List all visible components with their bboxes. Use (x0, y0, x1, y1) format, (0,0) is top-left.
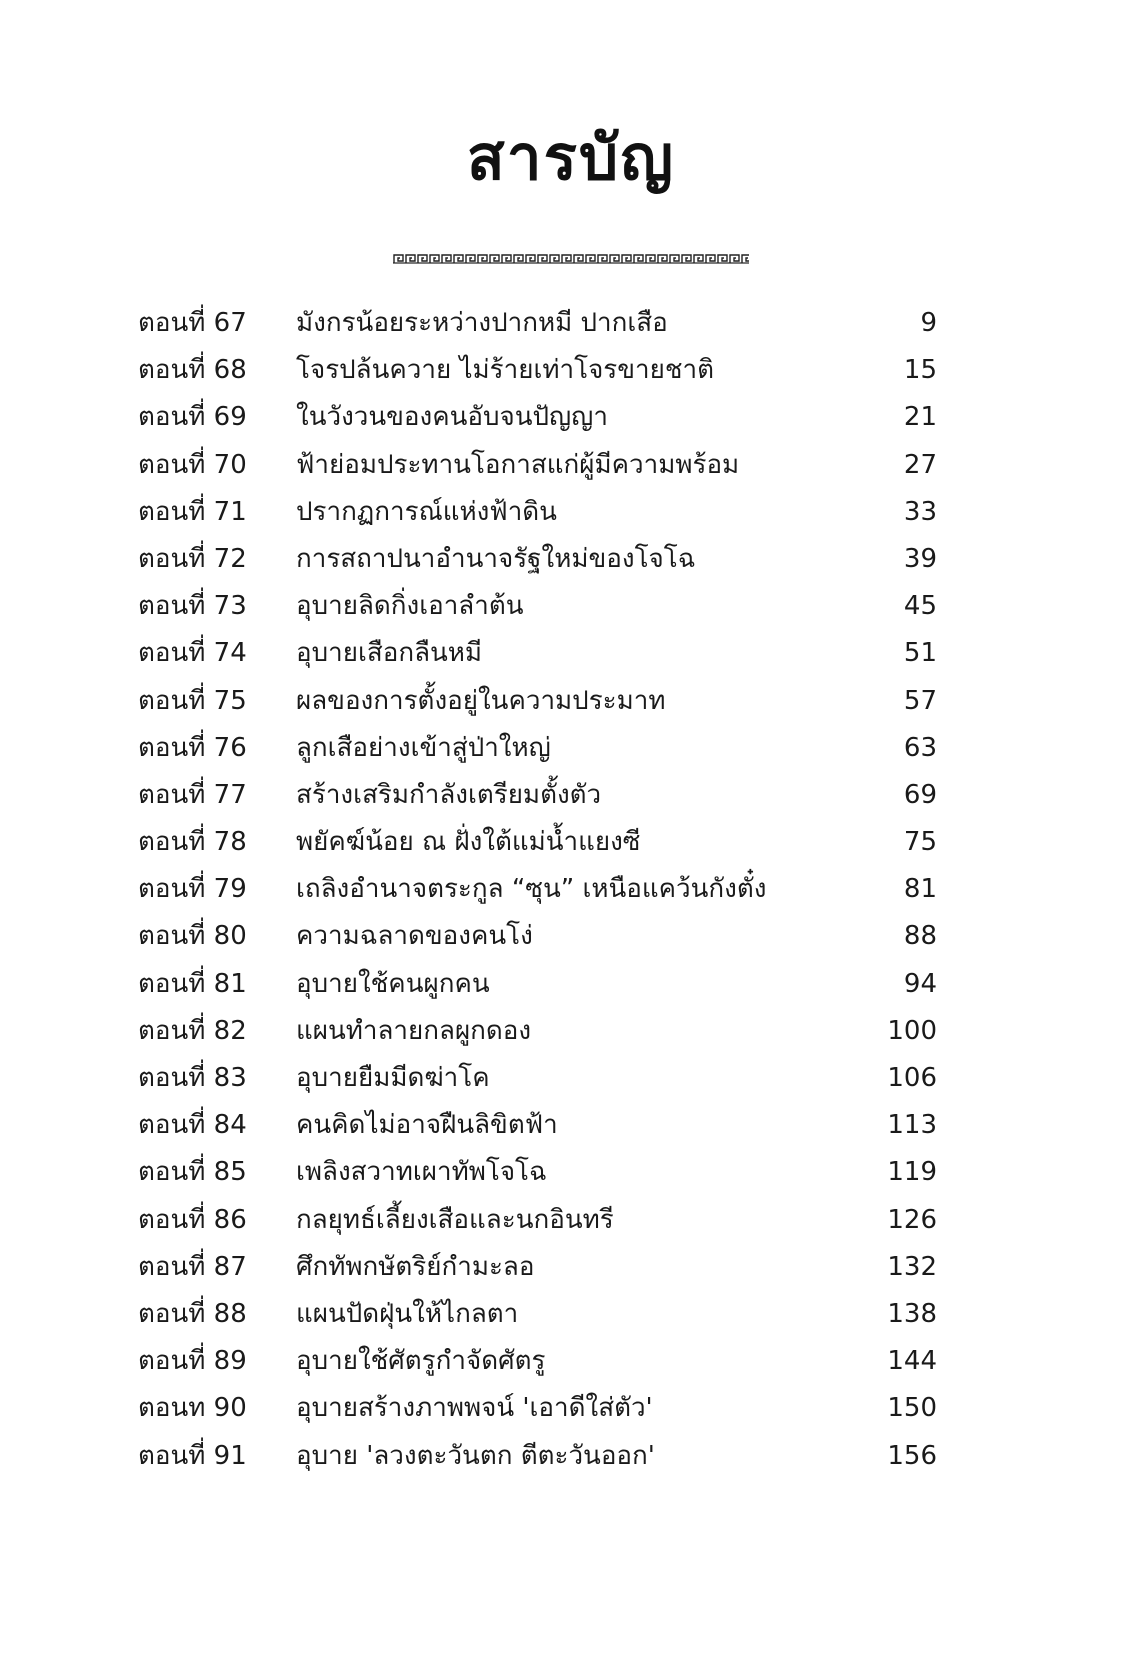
toc-chapter-number: ตอนที่ 68 (138, 355, 247, 386)
toc-chapter-number: ตอนที่ 72 (138, 543, 247, 574)
toc-chapter-title: ในวังวนของคนอับจนปัญญา (296, 402, 608, 433)
toc-page-number: 138 (887, 1298, 937, 1329)
toc-chapter-title: คนคิดไม่อาจฝืนลิขิตฟ้า (296, 1110, 558, 1141)
toc-page-number: 106 (887, 1063, 937, 1093)
toc-page-number: 88 (903, 921, 937, 952)
toc-page-number: 15 (903, 355, 937, 386)
toc-chapter-number: ตอนที่ 71 (138, 496, 247, 527)
toc-page-number: 33 (903, 496, 937, 527)
toc-chapter-number: ตอนที่ 67 (138, 308, 247, 338)
toc-page-number: 63 (903, 732, 937, 763)
toc-chapter-number: ตอนที่ 82 (138, 1015, 247, 1046)
toc-chapter-title: อุบายใช้คนผูกคน (296, 968, 490, 999)
toc-page-number: 119 (887, 1157, 937, 1188)
toc-chapter-title: มังกรน้อยระหว่างปากหมี ปากเสือ (296, 308, 668, 338)
toc-page-number: 132 (887, 1251, 937, 1282)
toc-entry (0, 630, 1142, 677)
toc-entry (0, 1197, 1142, 1244)
toc-chapter-number: ตอนที่ 74 (138, 638, 247, 669)
toc-page-number: 9 (920, 308, 937, 338)
toc-page-number: 150 (887, 1393, 937, 1424)
toc-chapter-title: ลูกเสือย่างเข้าสู่ป่าใหญ่ (296, 732, 551, 763)
toc-entry (0, 347, 1142, 394)
toc-chapter-title: อุบาย 'ลวงตะวันตก ตีตะวันออก' (296, 1440, 655, 1471)
toc-chapter-number: ตอนที่ 79 (138, 874, 247, 905)
toc-page-number: 144 (887, 1346, 937, 1377)
toc-page-number: 94 (903, 968, 937, 999)
toc-entry (0, 1008, 1142, 1055)
toc-chapter-title: อุบายยืมมีดฆ่าโค (296, 1063, 490, 1093)
toc-chapter-number: ตอนที่ 70 (138, 449, 247, 480)
toc-chapter-title: แผนทำลายกลผูกดอง (296, 1015, 532, 1046)
toc-entry (0, 300, 1142, 347)
toc-chapter-title: กลยุทธ์เลี้ยงเสือและนกอินทรี (296, 1204, 614, 1235)
toc-chapter-number: ตอนท 90 (138, 1393, 247, 1424)
toc-page-number: 57 (903, 685, 937, 716)
toc-chapter-number: ตอนที่ 88 (138, 1298, 247, 1329)
toc-entry (0, 1244, 1142, 1291)
toc-page-number: 156 (887, 1440, 937, 1471)
toc-chapter-title: การสถาปนาอำนาจรัฐใหม่ของโจโฉ (296, 543, 696, 574)
table-of-contents (0, 300, 1142, 1480)
toc-entry (0, 583, 1142, 630)
toc-chapter-number: ตอนที่ 89 (138, 1346, 247, 1377)
toc-chapter-title: ศึกทัพกษัตริย์กำมะลอ (296, 1251, 535, 1282)
toc-entry (0, 1385, 1142, 1432)
toc-page-number: 51 (903, 638, 937, 669)
toc-chapter-title: ความฉลาดของคนโง่ (296, 921, 533, 952)
toc-entry (0, 442, 1142, 489)
toc-entry (0, 866, 1142, 913)
toc-chapter-number: ตอนที่ 77 (138, 779, 247, 810)
toc-entry (0, 1291, 1142, 1338)
toc-chapter-title: อุบายลิดกิ่งเอาลำต้น (296, 591, 524, 622)
toc-page-number: 81 (903, 874, 937, 905)
toc-page-number: 39 (903, 543, 937, 574)
toc-entry (0, 536, 1142, 583)
page-title: สารบัญ (466, 121, 676, 194)
toc-entry (0, 1055, 1142, 1102)
toc-chapter-title: อุบายใช้ศัตรูกำจัดศัตรู (296, 1346, 546, 1377)
toc-entry (0, 678, 1142, 725)
toc-chapter-number: ตอนที่ 73 (138, 591, 247, 622)
toc-entry (0, 394, 1142, 441)
toc-page-number: 21 (903, 402, 937, 433)
toc-chapter-number: ตอนที่ 76 (138, 732, 247, 763)
toc-entry (0, 819, 1142, 866)
toc-chapter-title: อุบายเสือกลืนหมี (296, 638, 483, 669)
toc-chapter-number: ตอนที่ 75 (138, 685, 247, 716)
toc-chapter-number: ตอนที่ 84 (138, 1110, 247, 1141)
toc-chapter-number: ตอนที่ 87 (138, 1251, 247, 1282)
toc-chapter-title: อุบายสร้างภาพพจน์ 'เอาดีใส่ตัว' (296, 1393, 653, 1424)
toc-chapter-number: ตอนที่ 85 (138, 1157, 247, 1188)
toc-chapter-number: ตอนที่ 69 (138, 402, 247, 433)
toc-page-number: 100 (887, 1015, 937, 1046)
toc-page-number: 69 (903, 779, 937, 810)
toc-entry (0, 725, 1142, 772)
toc-chapter-title: โจรปล้นควาย ไม่ร้ายเท่าโจรขายชาติ (296, 355, 715, 386)
decorative-divider (393, 254, 749, 264)
toc-chapter-title: ฟ้าย่อมประทานโอกาสแก่ผู้มีความพร้อม (296, 449, 740, 480)
toc-chapter-title: เถลิงอำนาจตระกูล “ซุน” เหนือแคว้นกังตั๋ง (296, 874, 767, 905)
toc-chapter-title: แผนปัดฝุ่นให้ไกลตา (296, 1298, 519, 1329)
toc-chapter-title: สร้างเสริมกำลังเตรียมตั้งตัว (296, 779, 602, 810)
toc-page-number: 27 (903, 449, 937, 480)
toc-page-number: 75 (903, 827, 937, 858)
toc-chapter-number: ตอนที่ 80 (138, 921, 247, 952)
toc-entry (0, 961, 1142, 1008)
toc-entry (0, 1433, 1142, 1480)
toc-entry (0, 1102, 1142, 1149)
toc-entry (0, 1149, 1142, 1196)
toc-chapter-number: ตอนที่ 91 (138, 1440, 247, 1471)
toc-chapter-number: ตอนที่ 83 (138, 1063, 247, 1093)
toc-entry (0, 1338, 1142, 1385)
toc-page-number: 113 (887, 1110, 937, 1141)
toc-chapter-title: ผลของการตั้งอยู่ในความประมาท (296, 685, 666, 716)
toc-chapter-title: ปรากฏการณ์แห่งฟ้าดิน (296, 496, 557, 527)
toc-entry (0, 489, 1142, 536)
toc-chapter-title: เพลิงสวาทเผาทัพโจโฉ (296, 1157, 547, 1188)
toc-chapter-number: ตอนที่ 78 (138, 827, 247, 858)
toc-entry (0, 772, 1142, 819)
toc-chapter-number: ตอนที่ 81 (138, 968, 247, 999)
toc-page-number: 126 (887, 1204, 937, 1235)
toc-chapter-number: ตอนที่ 86 (138, 1204, 247, 1235)
toc-page-number: 45 (903, 591, 937, 622)
toc-entry (0, 913, 1142, 960)
toc-chapter-title: พยัคฆ์น้อย ณ ฝั่งใต้แม่น้ำแยงซี (296, 827, 641, 858)
